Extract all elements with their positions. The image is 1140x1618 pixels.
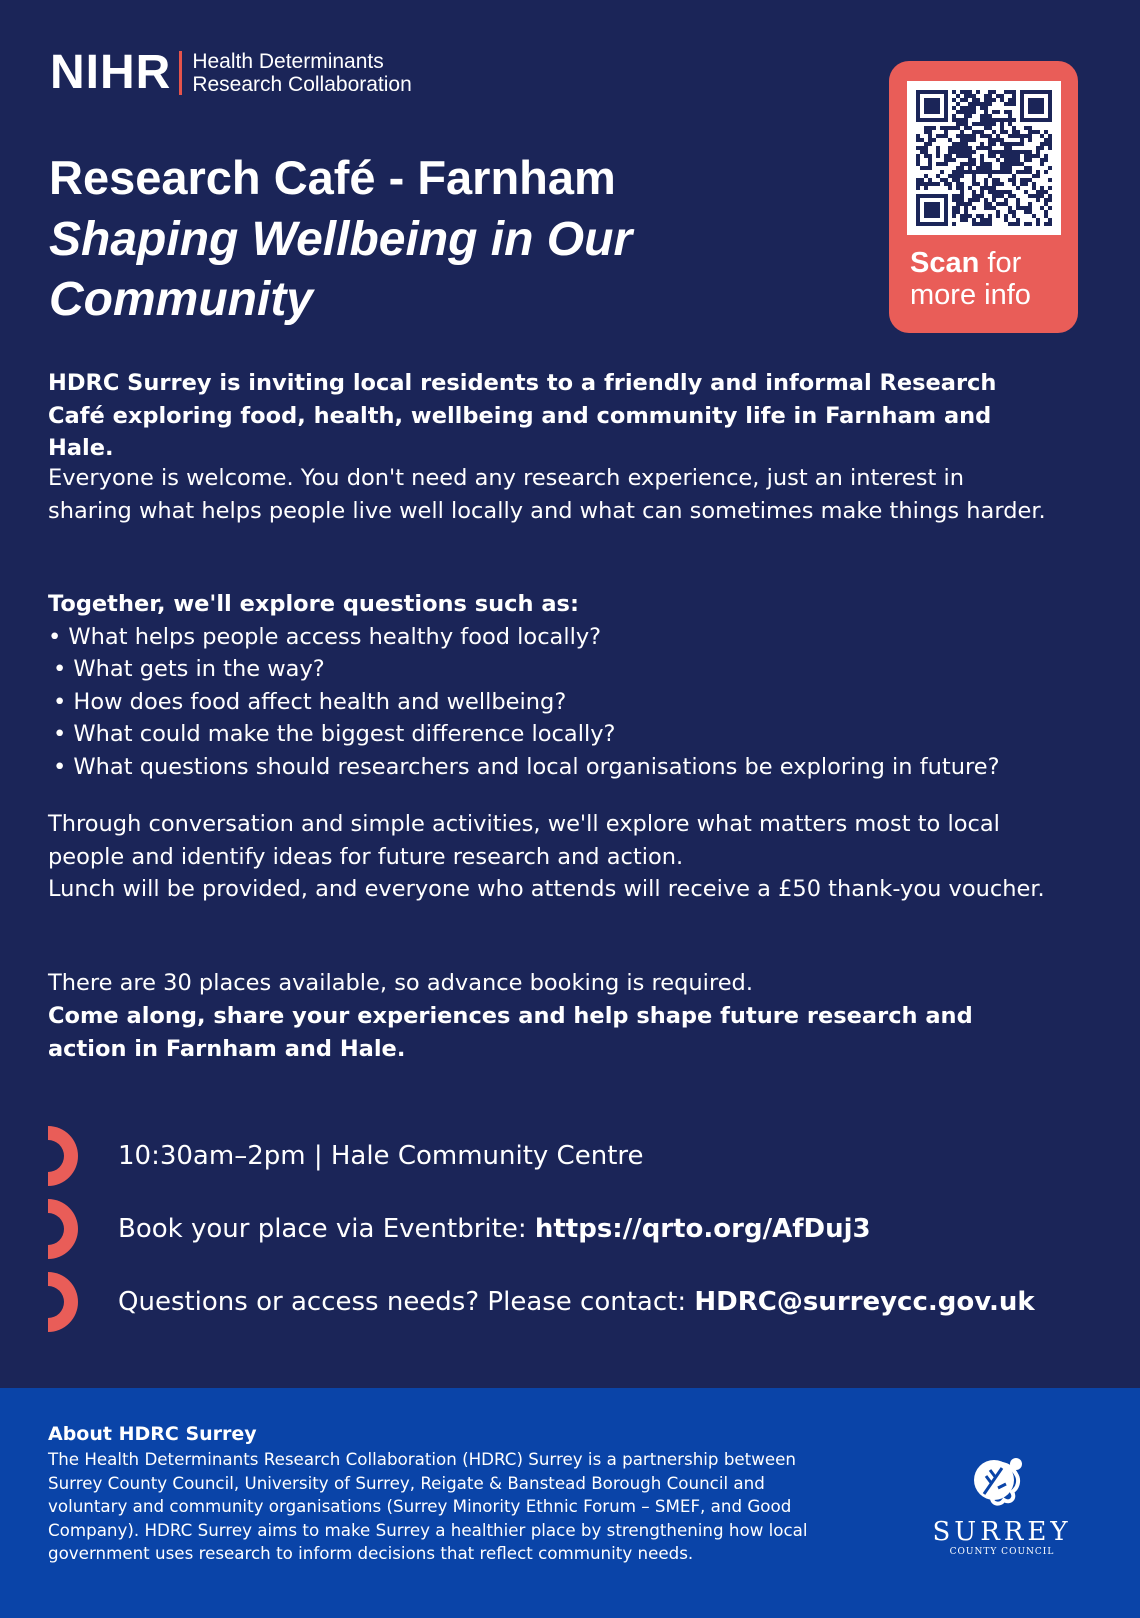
footer-about: [0, 1388, 1140, 1618]
surrey-oak-leaf-icon: [972, 1450, 1032, 1510]
half-circle-bullet-icon: [48, 1199, 78, 1259]
welcome-paragraph: Everyone is welcome. You don't need any research experience, just an interest in sharing what helps people live well locally and what can sometimes make things harder.: [48, 465, 1046, 524]
through-paragraph: Through conversation and simple activities, we'll explore what matters most to local people and identify ideas for future research and action.: [48, 811, 1000, 870]
questions-section: [48, 588, 1048, 783]
qr-code-icon[interactable]: [907, 81, 1061, 235]
questions-heading: Together, we'll explore questions such as:: [48, 591, 579, 617]
contact-email-link[interactable]: HDRC@surreycc.gov.uk: [694, 1287, 1035, 1317]
question-item: • What gets in the way?: [53, 656, 325, 682]
contact-label: Questions or access needs? Please contact:: [118, 1287, 695, 1317]
qr-card[interactable]: [889, 61, 1078, 333]
page-subtitle: Shaping Wellbeing in Our Community: [49, 213, 633, 326]
surrey-wordmark: SURREY: [932, 1517, 1072, 1547]
question-item: • What helps people access healthy food locally?: [48, 623, 602, 650]
surrey-logo: [932, 1450, 1072, 1558]
contact-text: [118, 1286, 1035, 1318]
eventbrite-link[interactable]: https://qrto.org/AfDuj3: [534, 1214, 871, 1244]
logo-line-2: Research Collaboration: [192, 73, 412, 96]
logo-line-1: Health Determinants: [192, 50, 384, 73]
question-item: • What questions should researchers and local organisations be exploring in future?: [53, 753, 1000, 780]
half-circle-bullet-icon: [48, 1126, 78, 1186]
page-title: Research Café - Farnham: [49, 151, 616, 204]
question-item: • What could make the biggest difference locally?: [53, 721, 616, 747]
qr-caption: [910, 247, 1031, 311]
info-booking: [48, 1199, 871, 1259]
surrey-subtitle: COUNTY COUNCIL: [949, 1547, 1055, 1557]
time-venue-text: 10:30am–2pm | Hale Community Centre: [118, 1141, 644, 1171]
half-circle-bullet-icon: [48, 1272, 78, 1332]
places-paragraph: There are 30 places available, so advance booking is required.: [48, 970, 753, 996]
booking-label: Book your place via Eventbrite:: [118, 1214, 535, 1244]
logo-divider: [179, 51, 182, 95]
booking-text: [118, 1213, 871, 1245]
qr-scan-line2: more info: [910, 279, 1031, 311]
questions-list: [48, 621, 1048, 784]
about-heading: About HDRC Surrey: [48, 1423, 257, 1445]
nihr-logo: [50, 48, 412, 98]
about-text: The Health Determinants Research Collaboration (HDRC) Surrey is a partnership between Surrey County Council, University of Surrey, Reigate & Banstead Borough Council and voluntary and community organisations (Surrey Minority Ethnic Forum – SMEF, and Good Company). HDRC Surrey aims to make Surrey a healthier place by strengthening how local government uses research to inform decisions that reflect community needs.: [48, 1449, 808, 1563]
logo-org-name: [192, 50, 411, 96]
qr-scan-rest: for: [979, 247, 1022, 279]
come-along-paragraph: Come along, share your experiences and help shape future research and action in Farnham and Hale.: [48, 1003, 973, 1062]
intro-paragraph: HDRC Surrey is inviting local residents to a friendly and informal Research Café exploring food, health, wellbeing and community life in Farnham and Hale.: [48, 370, 997, 461]
lunch-paragraph: Lunch will be provided, and everyone who attends will receive a £50 thank-you voucher.: [48, 876, 1045, 902]
question-item: • How does food affect health and wellbeing?: [53, 688, 567, 715]
info-time-venue: [48, 1126, 644, 1186]
info-contact: [48, 1272, 1035, 1332]
logo-nihr-text: NIHR: [50, 46, 172, 99]
qr-scan-bold: Scan: [910, 247, 980, 279]
